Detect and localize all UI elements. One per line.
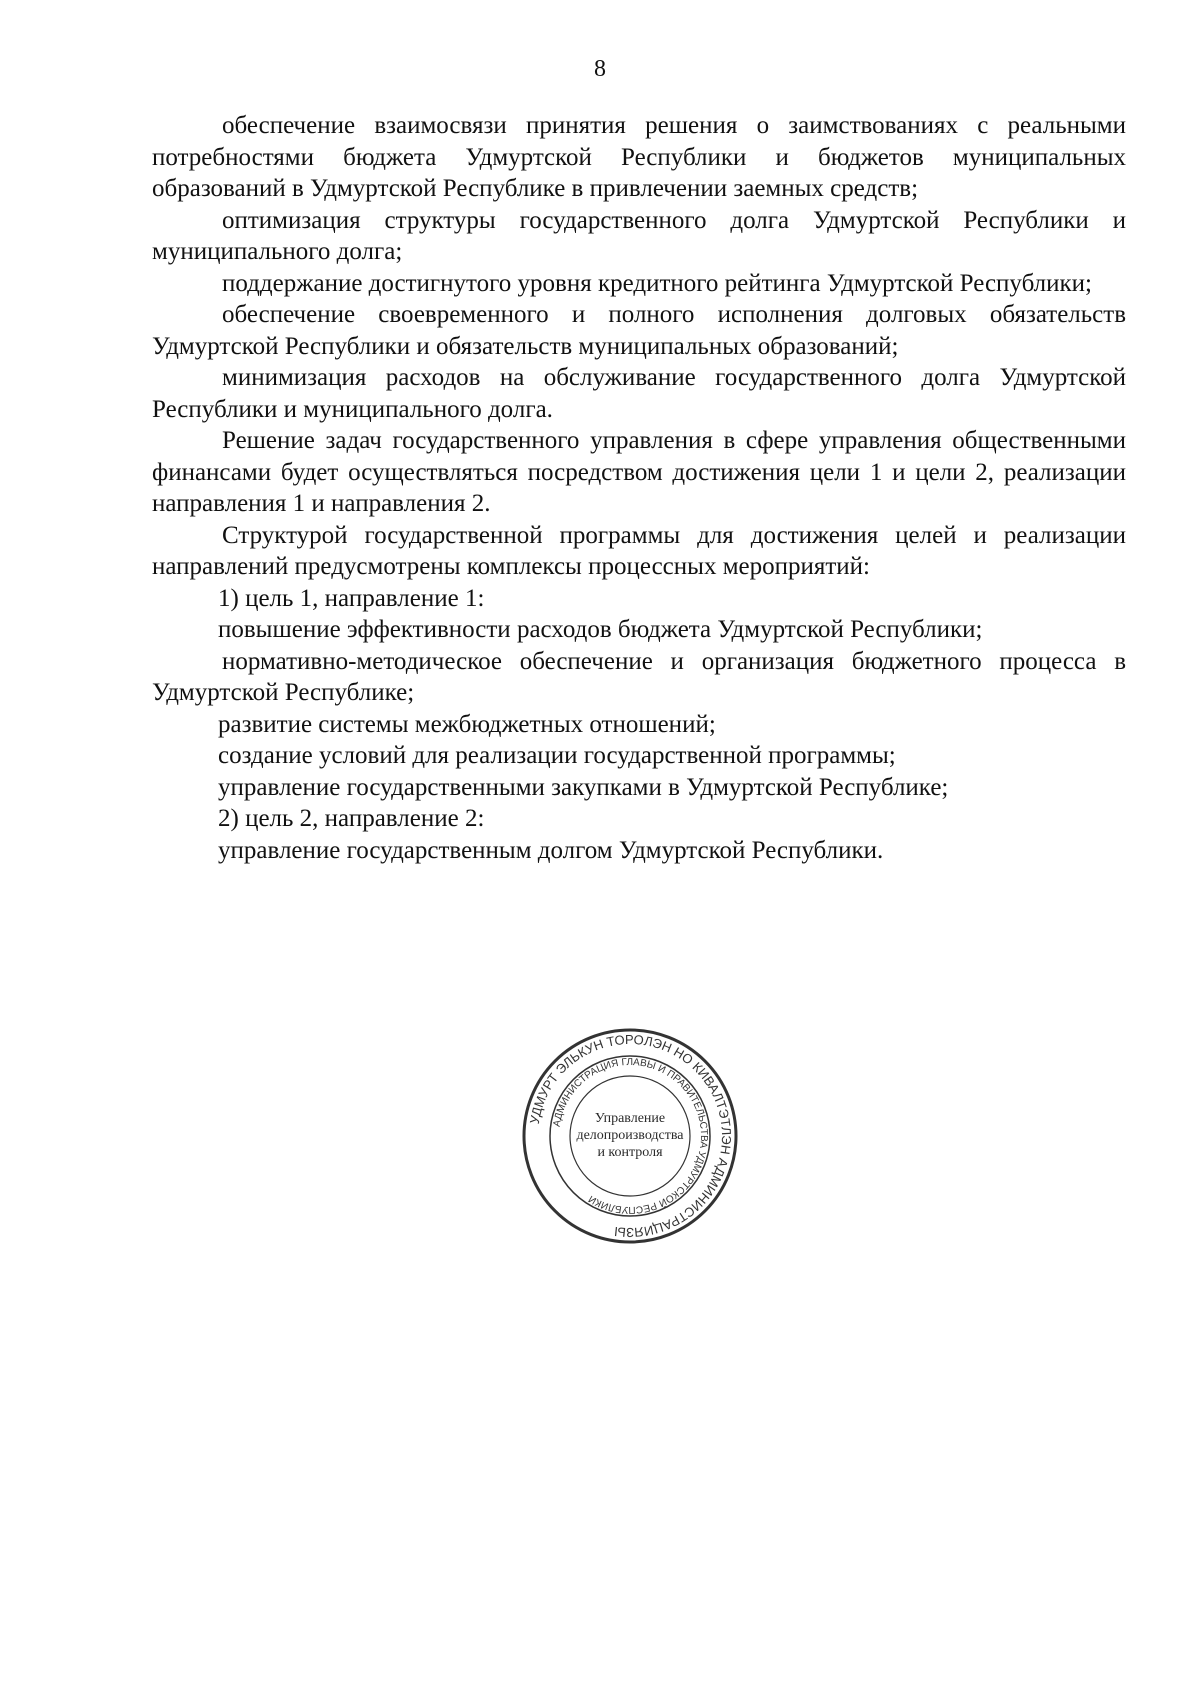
- list-item-budget-efficiency: повышение эффективности расходов бюджета Удмуртской Республики;: [218, 616, 983, 643]
- seal-center-line-2: делопроизводства: [576, 1128, 684, 1143]
- seal-center-text: [574, 1110, 686, 1161]
- paragraph-credit-rating: поддержание достигнутого уровня кредитного рейтинга Удмуртской Республики;: [222, 269, 1093, 297]
- paragraph-debt-structure: оптимизация структуры государственного долга Удмуртской Республики и муниципального долга;: [152, 206, 1126, 265]
- paragraph-debt-service-costs: минимизация расходов на обслуживание государственного долга Удмуртской Республики и муниципального долга.: [152, 364, 1126, 423]
- list-heading-goal-2: 2) цель 2, направление 2:: [218, 805, 485, 832]
- list-item-budget-process: нормативно-методическое обеспечение и организация бюджетного процесса в Удмуртской Республике;: [152, 647, 1126, 706]
- page-number: 8: [594, 56, 606, 82]
- body-text: [152, 110, 1126, 866]
- seal-outer-ring-text: УДМУРТ ЭЛЬКУН ТОРОЛЭН НО КИВАЛТЭТЛЭН АДМИНИСТРАЦИЯЗЫ: [526, 1031, 735, 1241]
- official-seal: [520, 1026, 740, 1246]
- seal-inner-ring-text: АДМИНИСТРАЦИЯ ГЛАВЫ И ПРАВИТЕЛЬСТВА УДМУРТСКОЙ РЕСПУБЛИКИ: [551, 1056, 710, 1216]
- seal-center-line-1: Управление: [594, 1111, 666, 1126]
- paragraph-borrowing-link: обеспечение взаимосвязи принятия решения о заимствованиях с реальными потребностями бюджета Удмуртской Республики и бюджетов муниципальных образований в Удмуртской Республике в привлечении заемных средств;: [152, 112, 1126, 202]
- paragraph-program-structure: Структурой государственной программы для достижения целей и реализации направлений предусмотрены комплексы процессных мероприятий:: [152, 521, 1126, 580]
- list-item-program-conditions: создание условий для реализации государственной программы;: [218, 742, 896, 769]
- list-heading-goal-1: 1) цель 1, направление 1:: [218, 584, 485, 612]
- list-item-procurement: управление государственными закупками в Удмуртской Республике;: [218, 773, 949, 801]
- paragraph-tasks-solution: Решение задач государственного управления в сфере управления общественными финансами будет осуществляться посредством достижения цели 1 и цели 2, реализации направления 1 и направления 2.: [152, 427, 1126, 517]
- list-item-debt-management: управление государственным долгом Удмуртской Республики.: [218, 836, 884, 864]
- list-item-interbudget-relations: развитие системы межбюджетных отношений;: [218, 710, 716, 738]
- paragraph-debt-obligations: обеспечение своевременного и полного исполнения долговых обязательств Удмуртской Республики и обязательств муниципальных образований;: [152, 301, 1126, 360]
- seal-center-line-3: и контроля: [597, 1145, 663, 1160]
